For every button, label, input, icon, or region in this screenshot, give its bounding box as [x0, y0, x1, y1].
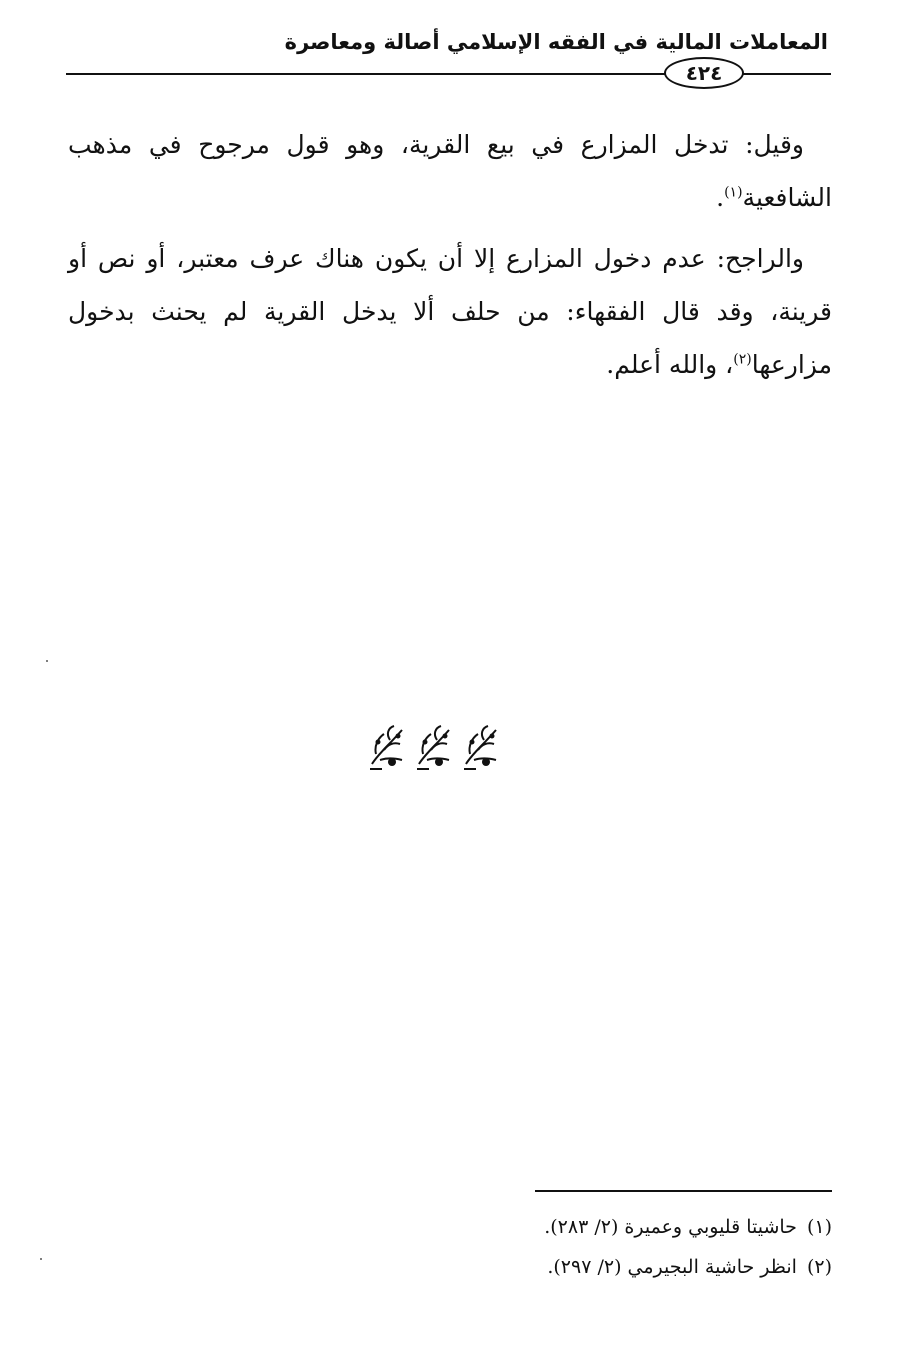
footnote-2	[232, 1247, 832, 1287]
footnote-ref-2: (٢)	[733, 351, 752, 368]
footnote-1	[232, 1207, 832, 1247]
footnote-rule	[535, 1190, 832, 1192]
section-end-ornament	[368, 724, 500, 772]
body-text	[68, 118, 832, 399]
footnotes	[232, 1207, 832, 1287]
footnote-ref-1: (١)	[724, 184, 743, 201]
footnote-2-text: انظر حاشية البجيرمي (٢/ ٢٩٧).	[547, 1256, 797, 1278]
paragraph-1-tail: .	[716, 183, 725, 212]
footnote-1-text: حاشيتا قليوبي وعميرة (٢/ ٢٨٣).	[544, 1216, 797, 1238]
page-number: ٤٢٤	[685, 61, 723, 85]
paragraph-2-text: والراجح: عدم دخول المزارع إلا أن يكون هناك عرف معتبر، أو نص أو قرينة، وقد قال الفقهاء: من حلف ألا يدخل القرية لم يحنث بدخول مزارعها	[68, 244, 832, 379]
paragraph-1	[68, 118, 832, 224]
paragraph-2	[68, 232, 832, 391]
footnote-2-number: (٢)	[806, 1256, 832, 1278]
floral-ornament-icon	[368, 724, 406, 770]
floral-ornament-icon	[415, 724, 453, 770]
running-title: المعاملات المالية في الفقه الإسلامي أصالة ومعاصرة	[284, 30, 828, 54]
footnote-1-number: (١)	[806, 1216, 832, 1238]
paragraph-2-tail: ، والله أعلم.	[606, 350, 734, 379]
scan-speck	[46, 660, 48, 662]
scan-speck	[40, 1258, 42, 1260]
paragraph-1-text: وقيل: تدخل المزارع في بيع القرية، وهو قول مرجوح في مذهب الشافعية	[68, 130, 832, 212]
page-number-badge	[664, 57, 744, 89]
floral-ornament-icon	[462, 724, 500, 770]
